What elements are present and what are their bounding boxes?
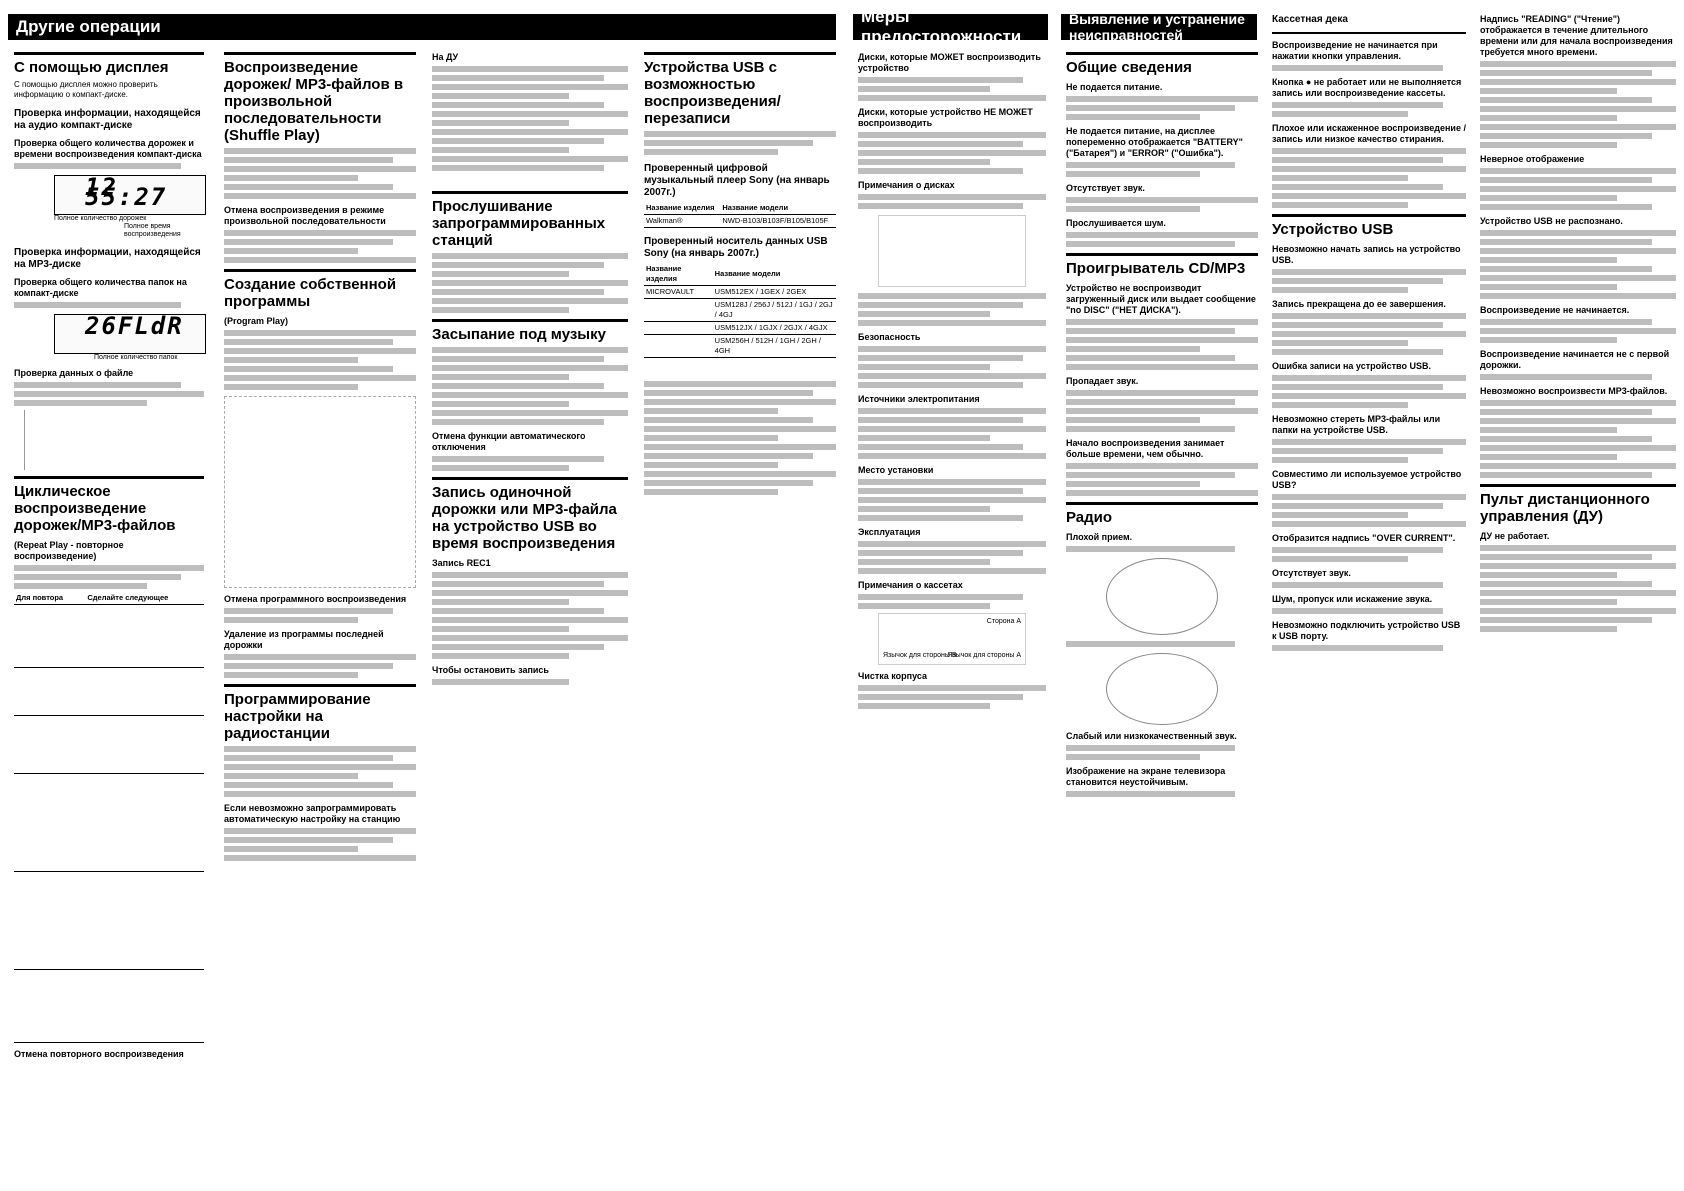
- column-radio-sleep-rec: [432, 46, 628, 688]
- table-cell: USM512JX / 1GJX / 2GJX / 4GJX: [713, 322, 836, 335]
- subsection-title: Проверка информации, находящейся на аудио компакт-диске: [14, 108, 201, 131]
- column-usb-devices: [644, 46, 836, 498]
- header-troubleshooting: Выявление и устранение неисправностей: [1061, 14, 1257, 40]
- fm-antenna-illustration: [1106, 558, 1218, 635]
- table-header: Название изделия: [644, 202, 720, 215]
- program-display-illustration: [224, 396, 416, 588]
- subsection-title: Место установки: [858, 465, 934, 475]
- table-header: Сделайте следующее: [85, 592, 204, 605]
- section-title: Пульт дистанционного управления (ДУ): [1480, 484, 1676, 525]
- subsection-title: Неверное отображение: [1480, 154, 1585, 164]
- column-troubleshooting-tape-usb: [1272, 14, 1466, 654]
- subsection-title: Отмена функции автоматического отключения: [432, 431, 586, 452]
- subsection-title: На ДУ: [432, 52, 459, 62]
- subsection-title: Изображение на экране телевизора становится неустойчивым.: [1066, 766, 1226, 787]
- subsection-title: Надпись "READING" ("Чтение") отображается в течение длительного времени или для начала воспроизведения требуется много времени.: [1480, 14, 1673, 57]
- section-title: Создание собственной программы: [224, 269, 416, 310]
- subsection-title: Отсутствует звук.: [1272, 568, 1351, 578]
- subsection-title: Пропадает звук.: [1066, 376, 1139, 386]
- table-cell: USM512EX / 1GEX / 2GEX: [713, 286, 836, 299]
- subsection-title: Совместимо ли используемое устройство USB?: [1272, 469, 1462, 490]
- subsection-title: Ошибка записи на устройство USB.: [1272, 361, 1431, 371]
- subsection-title: Кассетная дека: [1272, 14, 1348, 25]
- lcd-readout: 12 55:27: [85, 173, 168, 211]
- subsection-title: Проверка общего количества дорожек и времени воспроизведения компакт-диска: [14, 138, 202, 159]
- caption: Язычок для стороны B: [883, 652, 957, 659]
- lcd-display-illustration: [54, 314, 206, 354]
- subsection-title: Прослушивается шум.: [1066, 218, 1166, 228]
- section-title: Засыпание под музыку: [432, 319, 628, 343]
- am-antenna-illustration: [1106, 653, 1218, 725]
- column-display: [14, 46, 204, 1062]
- subsection-title: Отобразится надпись "OVER CURRENT".: [1272, 533, 1456, 543]
- lcd-readout: 26FLdR: [85, 312, 184, 340]
- column-troubleshooting-usb-remote: [1480, 14, 1676, 635]
- table-header: Название модели: [713, 263, 836, 286]
- intro-text: С помощью дисплея можно проверить информацию о компакт-диске.: [14, 80, 158, 99]
- subsection-title: Диски, которые устройство НЕ МОЖЕТ воспроизводить: [858, 107, 1033, 128]
- section-title: Общие сведения: [1066, 52, 1258, 76]
- subsection-title: Плохое или искаженное воспроизведение / запись или низкое качество стирания.: [1272, 123, 1466, 144]
- subsection-title: Начало воспроизведения занимает больше времени, чем обычно.: [1066, 438, 1225, 459]
- repeat-table: [14, 592, 204, 1043]
- subsection-title: Отсутствует звук.: [1066, 183, 1145, 193]
- subsection-title: Запись прекращена до ее завершения.: [1272, 299, 1446, 309]
- subsection-title: Проверка данных о файле: [14, 368, 134, 378]
- section-title: Воспроизведение дорожек/ MP3-файлов в произвольной последовательности (Shuffle Play): [224, 52, 416, 144]
- cassette-illustration: [878, 613, 1026, 665]
- caption: Полное время воспроизведения: [124, 223, 181, 238]
- subsection-title: Источники электропитания: [858, 394, 980, 404]
- section-title: Циклическое воспроизведение дорожек/MP3-файлов: [14, 476, 204, 534]
- caption: Язычок для стороны A: [947, 652, 1021, 659]
- table-header: Для повтора: [14, 592, 85, 605]
- subsection-title: Эксплуатация: [858, 527, 921, 537]
- table-cell: NWD-B103/B103F/B105/B105F: [720, 215, 836, 228]
- header-other-operations: Другие операции: [8, 14, 836, 40]
- subsection-title: Проверка информации, находящейся на MP3-диске: [14, 247, 201, 270]
- section-title: Программирование настройки на радиостанции: [224, 684, 416, 742]
- subsection-title: Удаление из программы последней дорожки: [224, 629, 384, 650]
- table-cell: MICROVAULT: [644, 286, 713, 299]
- table-cell: Walkman®: [644, 215, 720, 228]
- subsection-title: Устройство не воспроизводит загруженный диск или выдает сообщение "no DISC" ("НЕТ ДИСКА").: [1066, 283, 1256, 315]
- caption: Полное количество папок: [94, 354, 178, 361]
- column-troubleshooting-general: [1066, 46, 1258, 800]
- section-title: Устройства USB с возможностью воспроизведения/перезаписи: [644, 52, 836, 127]
- section-title: Прослушивание запрограммированных станций: [432, 191, 628, 249]
- subsection-title: Кнопка ● не работает или не выполняется запись или воспроизведение кассеты.: [1272, 77, 1462, 98]
- subsection-title: Чтобы остановить запись: [432, 665, 549, 675]
- subsection-title: (Program Play): [224, 316, 289, 326]
- subsection-title: Безопасность: [858, 332, 921, 342]
- subsection-title: Запись REC1: [432, 558, 491, 568]
- subsection-title: Отмена программного воспроизведения: [224, 594, 407, 604]
- table-cell: USM256H / 512H / 1GH / 2GH / 4GH: [713, 335, 836, 358]
- subsection-title: Невозможно стереть MP3-файлы или папки на устройстве USB.: [1272, 414, 1441, 435]
- subsection-title: Чистка корпуса: [858, 671, 927, 681]
- caption: Сторона A: [986, 618, 1021, 625]
- subsection-title: Невозможно воспроизвести MP3-файлов.: [1480, 386, 1668, 396]
- lcd-display-illustration: [54, 175, 206, 215]
- column-shuffle-program: [224, 46, 416, 864]
- subsection-title: Проверка общего количества папок на компакт-диске: [14, 277, 187, 298]
- subsection-title: Примечания о кассетах: [858, 580, 963, 590]
- subsection-title: Устройство USB не распознано.: [1480, 216, 1623, 226]
- subsection-title: Не подается питание, на дисплее попеременно отображается "BATTERY" ("Батарея") и "ERROR" ("Ошибка").: [1066, 126, 1243, 158]
- subsection-title: Проверенный носитель данных USB Sony (на январь 2007г.): [644, 236, 828, 259]
- subsection-title: Воспроизведение не начинается.: [1480, 305, 1630, 315]
- section-title: Запись одиночной дорожки или MP3-файла на устройство USB во время воспроизведения: [432, 477, 628, 552]
- subsection-title: Отмена воспроизведения в режиме произвольной последовательности: [224, 205, 386, 226]
- section-title: С помощью дисплея: [14, 52, 204, 76]
- subsection-title: ДУ не работает.: [1480, 531, 1550, 541]
- table-cell: USM128J / 256J / 512J / 1GJ / 2GJ / 4GJ: [713, 299, 836, 322]
- section-title: Устройство USB: [1272, 214, 1466, 238]
- subsection-title: Воспроизведение начинается не с первой дорожки.: [1480, 349, 1670, 370]
- table-header: Название изделия: [644, 263, 713, 286]
- table-header: Название модели: [720, 202, 836, 215]
- subsection-title: Невозможно подключить устройство USB к USB порту.: [1272, 620, 1461, 641]
- subsection-title: Шум, пропуск или искажение звука.: [1272, 594, 1433, 604]
- header-precautions: Меры предосторожности: [853, 14, 1048, 40]
- subsection-title: Воспроизведение не начинается при нажатии кнопки управления.: [1272, 40, 1438, 61]
- walkman-table: [644, 202, 836, 228]
- subsection-title: Если невозможно запрограммировать автоматическую настройку на станцию: [224, 803, 401, 824]
- subsection-title: Слабый или низкокачественный звук.: [1066, 731, 1237, 741]
- section-title: Проигрыватель CD/MP3: [1066, 253, 1258, 277]
- column-precautions: [858, 46, 1046, 712]
- microvault-table: [644, 263, 836, 358]
- subsection-title: Примечания о дисках: [858, 180, 955, 190]
- subsection-title: Отмена повторного воспроизведения: [14, 1049, 184, 1059]
- subsection-title: Диски, которые МОЖЕТ воспроизводить устройство: [858, 52, 1041, 73]
- caption: Полное количество дорожек: [54, 215, 147, 222]
- subsection-title: Невозможно начать запись на устройство USB.: [1272, 244, 1461, 265]
- disc-handling-illustration: [878, 215, 1026, 287]
- section-title: Радио: [1066, 502, 1258, 526]
- subsection-title: Не подается питание.: [1066, 82, 1163, 92]
- subsection-title: Проверенный цифровой музыкальный плеер Sony (на январь 2007г.): [644, 163, 830, 198]
- subsection-title: (Repeat Play - повторное воспроизведение): [14, 540, 124, 561]
- subsection-title: Плохой прием.: [1066, 532, 1133, 542]
